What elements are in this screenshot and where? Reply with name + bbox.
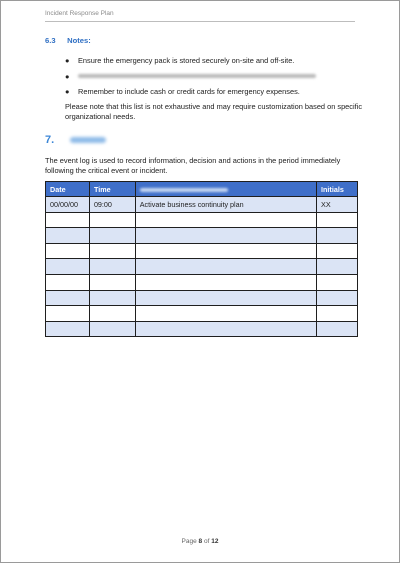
table-row [46,290,358,306]
section-heading-6-3 [45,36,91,45]
cell-date [46,274,90,290]
cell-info [135,228,316,244]
bullet-item [65,56,365,72]
cell-date [46,259,90,275]
current-page-number: 8 [198,538,203,545]
cell-initials [317,321,358,337]
bullet-text: Remember to include cash or credit cards for emergency expenses. [78,87,300,96]
cell-date [46,321,90,337]
cell-date [46,228,90,244]
table-row [46,243,358,259]
cell-info [135,290,316,306]
cell-initials [317,243,358,259]
total-page-count: 12 [211,538,219,545]
header-divider [45,21,355,22]
cell-time [89,321,135,337]
cell-info [135,321,316,337]
section-title: Notes: [67,36,91,45]
cell-date [46,212,90,228]
table-row [46,228,358,244]
cell-date [46,306,90,322]
event-log-intro: The event log is used to record information, decision and actions in the period immediately following the critical event or incident. [45,156,341,175]
cell-time [89,259,135,275]
table-row [46,197,358,213]
cell-info [135,212,316,228]
cell-time [89,243,135,259]
cell-initials: XX [317,197,358,213]
bullet-item-blurred [65,72,365,88]
cell-info [135,243,316,259]
column-header-date: Date [46,182,90,197]
cell-time [89,228,135,244]
blurred-header-text [140,188,228,192]
cell-initials [317,274,358,290]
bullet-icon: ● [65,87,70,96]
cell-time [89,274,135,290]
cell-date: 00/00/00 [46,197,90,213]
bullet-icon: ● [65,56,70,65]
table-header-row [46,182,358,197]
cell-date [46,290,90,306]
page-header: Incident Response Plan [45,10,114,17]
cell-time [89,290,135,306]
cell-initials [317,259,358,275]
cell-initials [317,306,358,322]
column-header-information [135,182,316,197]
bullet-text: Ensure the emergency pack is stored securely on-site and off-site. [78,56,295,65]
notes-bullet-list [65,56,365,103]
column-header-initials: Initials [317,182,358,197]
cell-info [135,306,316,322]
cell-info [135,259,316,275]
section-heading-7 [45,134,106,146]
note-paragraph: Please note that this list is not exhaustive and may require customization based on specific organizational needs. [65,102,363,121]
section-number: 7. [45,134,55,146]
bullet-item [65,87,365,103]
cell-time [89,306,135,322]
cell-info [135,274,316,290]
table-row [46,212,358,228]
table-row [46,321,358,337]
column-header-time: Time [89,182,135,197]
table-row [46,259,358,275]
footer-separator: of [203,538,210,545]
table-row [46,274,358,290]
blurred-text [78,74,316,78]
table-row [46,306,358,322]
cell-initials [317,228,358,244]
blurred-section-title [70,137,106,143]
cell-initials [317,212,358,228]
cell-date [46,243,90,259]
page-footer [1,538,399,545]
section-number: 6.3 [45,36,56,45]
cell-time: 09:00 [89,197,135,213]
bullet-icon: ● [65,71,70,81]
cell-time [89,212,135,228]
cell-info: Activate business continuity plan [135,197,316,213]
event-log-table [45,181,358,337]
footer-prefix: Page [181,538,197,545]
cell-initials [317,290,358,306]
